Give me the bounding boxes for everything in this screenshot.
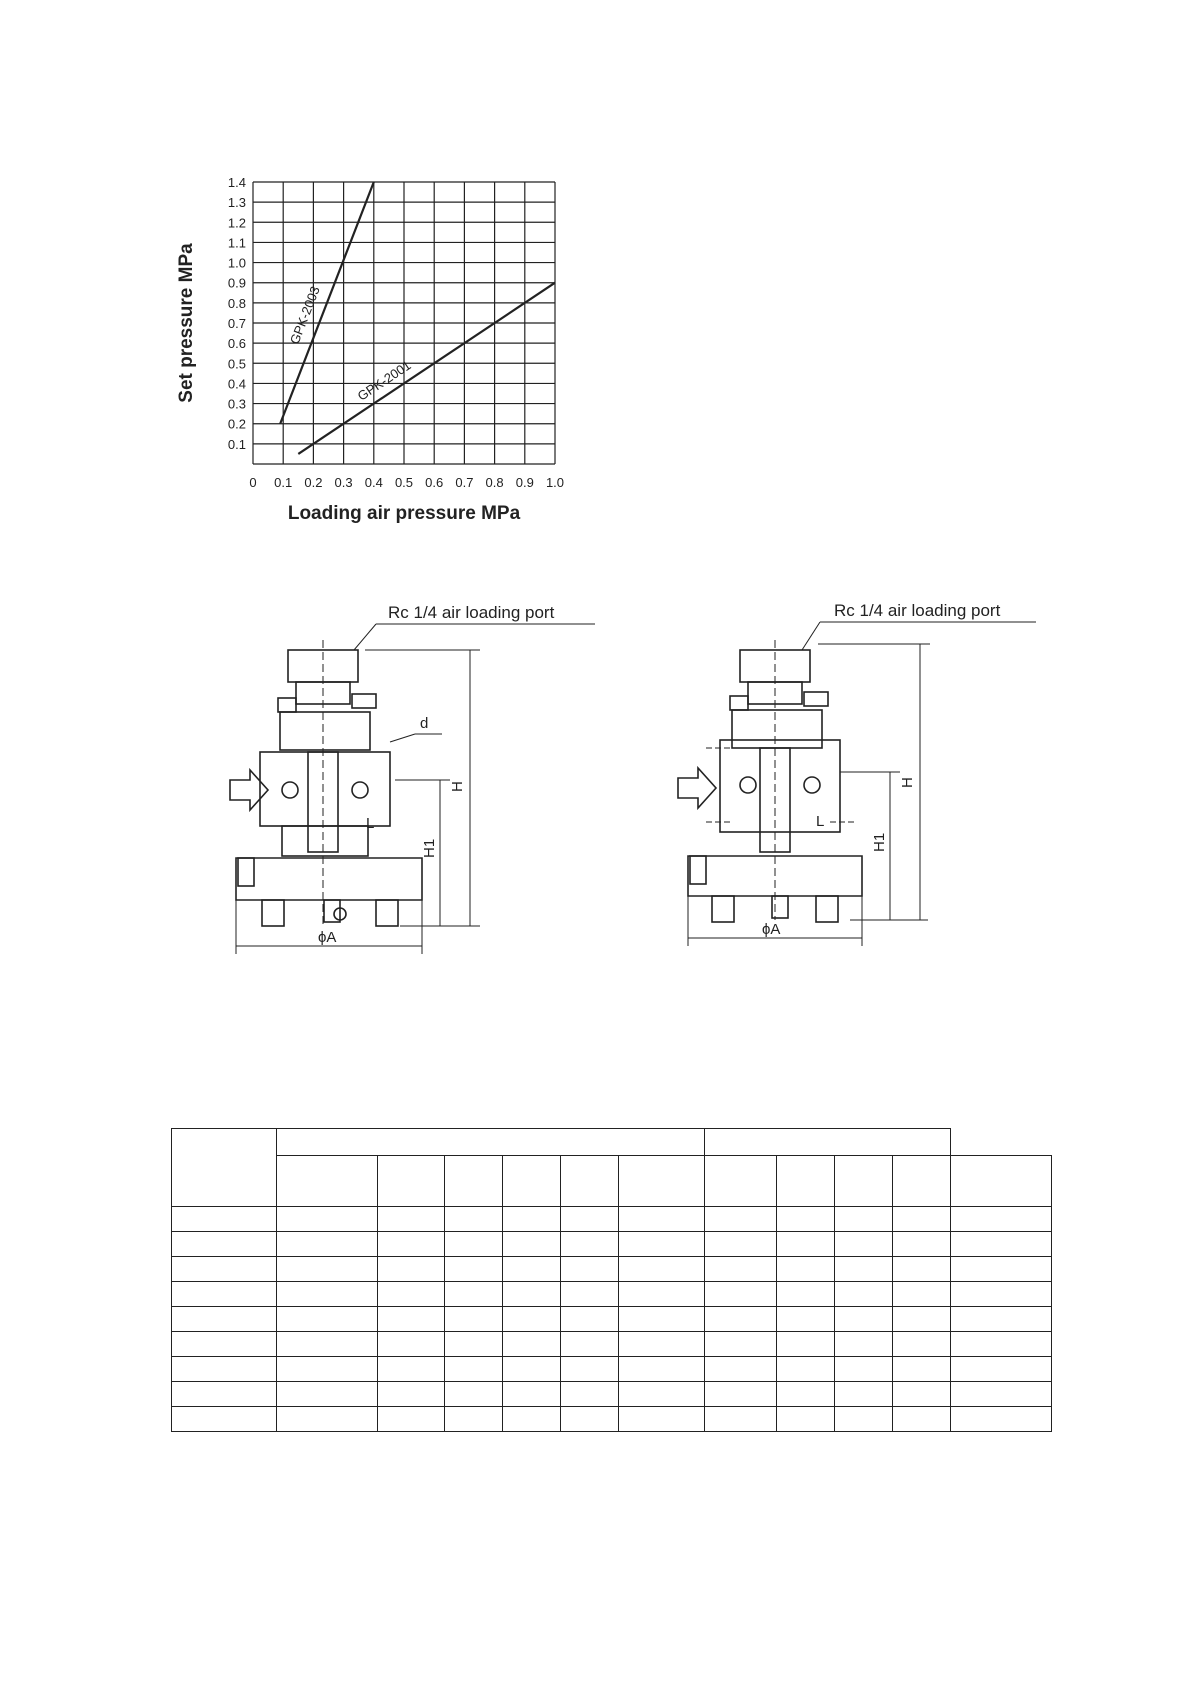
table-sub-header-cell	[893, 1156, 951, 1207]
y-tick-label: 0.7	[227, 316, 246, 331]
table-cell	[277, 1332, 378, 1357]
table-sub-header-cell	[503, 1156, 561, 1207]
table-cell	[172, 1407, 277, 1432]
table-cell	[172, 1207, 277, 1232]
right-dim-h1: H1	[871, 832, 888, 852]
table-cell	[893, 1207, 951, 1232]
table-row	[172, 1232, 1052, 1257]
table-cell	[561, 1282, 619, 1307]
right-port-label: Rc 1/4 air loading port	[834, 601, 1001, 620]
table-cell	[893, 1307, 951, 1332]
table-row	[172, 1307, 1052, 1332]
table-cell	[277, 1257, 378, 1282]
y-tick-label: 1.2	[227, 215, 246, 231]
table-cell	[619, 1382, 705, 1407]
table-cell	[619, 1232, 705, 1257]
table-cell	[503, 1407, 561, 1432]
valve-drawings	[200, 601, 1100, 990]
table-sub-header-row	[172, 1156, 1052, 1207]
y-tick-label: 0.3	[227, 396, 246, 412]
table-cell	[705, 1307, 777, 1332]
table-cell	[619, 1282, 705, 1307]
table-cell	[835, 1232, 893, 1257]
table-cell	[172, 1357, 277, 1382]
x-tick-labels	[249, 475, 564, 490]
y-tick-label: 0.6	[227, 336, 246, 352]
y-tick-label: 0.2	[227, 416, 246, 432]
pressure-chart	[160, 150, 620, 570]
table-cell	[777, 1282, 835, 1307]
table-cell	[172, 1307, 277, 1332]
table-cell	[777, 1357, 835, 1382]
table-cell	[835, 1407, 893, 1432]
x-tick-label: 0.4	[364, 475, 383, 490]
table-cell	[835, 1282, 893, 1307]
table-cell	[378, 1307, 445, 1332]
table-cell	[445, 1232, 503, 1257]
table-cell	[705, 1257, 777, 1282]
table-cell	[777, 1407, 835, 1432]
dimensions-table	[171, 1128, 1052, 1432]
table-cell	[445, 1332, 503, 1357]
table-cell	[835, 1207, 893, 1232]
y-tick-labels	[228, 175, 246, 452]
table-cell	[835, 1257, 893, 1282]
table-row	[172, 1332, 1052, 1357]
table-cell	[893, 1407, 951, 1432]
table-cell	[445, 1357, 503, 1382]
table-cell	[705, 1357, 777, 1382]
table-cell	[777, 1332, 835, 1357]
table-cell	[951, 1207, 1052, 1232]
table-cell	[951, 1257, 1052, 1282]
x-axis-title: Loading air pressure MPa	[287, 503, 521, 524]
x-tick-label: 1.0	[545, 475, 565, 490]
inlet-arrow-icon	[230, 770, 268, 810]
table-cell	[777, 1257, 835, 1282]
table-row	[172, 1382, 1052, 1407]
table-cell	[951, 1357, 1052, 1382]
table-cell	[951, 1232, 1052, 1257]
table-cell	[777, 1207, 835, 1232]
table-cell	[378, 1282, 445, 1307]
table-cell	[893, 1332, 951, 1357]
table-cell	[561, 1307, 619, 1332]
x-tick-label: 0.5	[394, 475, 414, 490]
table-cell	[561, 1357, 619, 1382]
table-cell	[503, 1357, 561, 1382]
table-row	[172, 1257, 1052, 1282]
table-cell	[503, 1332, 561, 1357]
y-tick-label: 0.8	[227, 295, 246, 311]
table-cell	[777, 1307, 835, 1332]
table-corner-cell	[172, 1129, 277, 1207]
y-tick-label: 0.1	[227, 436, 246, 452]
x-tick-label: 0.3	[334, 475, 353, 490]
table-group-header-2	[705, 1129, 951, 1156]
table-cell	[951, 1282, 1052, 1307]
table-cell	[835, 1382, 893, 1407]
table-cell	[777, 1382, 835, 1407]
table-cell	[705, 1332, 777, 1357]
left-dim-h1: H1	[421, 838, 438, 858]
table-cell	[503, 1282, 561, 1307]
table-cell	[277, 1407, 378, 1432]
table-cell	[705, 1232, 777, 1257]
table-cell	[561, 1332, 619, 1357]
table-cell	[503, 1207, 561, 1232]
table-cell	[445, 1207, 503, 1232]
table-cell	[172, 1332, 277, 1357]
table-cell	[378, 1207, 445, 1232]
x-tick-label: 0.8	[485, 475, 504, 490]
y-tick-label: 0.4	[227, 376, 246, 392]
table-cell	[705, 1382, 777, 1407]
table-cell	[951, 1382, 1052, 1407]
right-dim-l: L	[816, 813, 825, 830]
table-row	[172, 1282, 1052, 1307]
y-tick-label: 0.9	[227, 275, 246, 291]
table-cell	[893, 1357, 951, 1382]
table-cell	[835, 1307, 893, 1332]
table-cell	[705, 1407, 777, 1432]
table-cell	[378, 1357, 445, 1382]
table-cell	[277, 1382, 378, 1407]
x-tick-label: 0.9	[515, 475, 534, 490]
table-cell	[445, 1257, 503, 1282]
left-port-label: Rc 1/4 air loading port	[388, 603, 555, 622]
table-cell	[619, 1407, 705, 1432]
inlet-arrow-icon	[678, 768, 716, 808]
table-cell	[378, 1257, 445, 1282]
left-valve-drawing	[230, 624, 595, 954]
table-cell	[378, 1232, 445, 1257]
table-cell	[835, 1357, 893, 1382]
y-axis-title: Set pressure MPa	[176, 243, 197, 403]
table-sub-header-cell	[561, 1156, 619, 1207]
table-cell	[445, 1282, 503, 1307]
table-cell	[172, 1382, 277, 1407]
table-cell	[277, 1357, 378, 1382]
table-cell	[172, 1282, 277, 1307]
table-cell	[893, 1282, 951, 1307]
y-tick-label: 1.1	[227, 235, 246, 251]
table-row	[172, 1407, 1052, 1432]
table-cell	[172, 1232, 277, 1257]
x-tick-label: 0.7	[455, 475, 474, 490]
x-tick-label: 0.6	[425, 475, 444, 490]
right-dim-a: ϕA	[762, 921, 781, 938]
table-cell	[561, 1407, 619, 1432]
table-sub-header-cell	[777, 1156, 835, 1207]
table-cell	[445, 1382, 503, 1407]
table-cell	[705, 1282, 777, 1307]
table-cell	[445, 1307, 503, 1332]
table-row	[172, 1357, 1052, 1382]
table-cell	[503, 1307, 561, 1332]
table-sub-header-cell	[378, 1156, 445, 1207]
table-cell	[777, 1232, 835, 1257]
table-cell	[619, 1257, 705, 1282]
table-cell	[378, 1407, 445, 1432]
table-sub-header-cell	[835, 1156, 893, 1207]
table-cell	[893, 1232, 951, 1257]
table-cell	[277, 1307, 378, 1332]
table-cell	[951, 1332, 1052, 1357]
x-tick-label: 0.1	[274, 475, 293, 490]
x-tick-label: 0.2	[304, 475, 323, 490]
left-dim-l: L	[366, 815, 375, 832]
right-dim-h: H	[899, 777, 916, 788]
table-cell	[893, 1382, 951, 1407]
series-label: GPK-2003	[286, 284, 323, 347]
left-dim-d: d	[420, 715, 429, 732]
series-label: GPK-2001	[354, 357, 414, 404]
table-cell	[951, 1307, 1052, 1332]
table-cell	[951, 1407, 1052, 1432]
table-cell	[378, 1382, 445, 1407]
table-sub-header-cell	[277, 1156, 378, 1207]
table-sub-header-cell	[445, 1156, 503, 1207]
table-row	[172, 1207, 1052, 1232]
table-cell	[277, 1232, 378, 1257]
y-tick-label: 1.4	[227, 175, 246, 190]
table-cell	[503, 1382, 561, 1407]
table-cell	[503, 1232, 561, 1257]
table-cell	[172, 1257, 277, 1282]
table-cell	[619, 1207, 705, 1232]
table-cell	[835, 1332, 893, 1357]
right-valve-drawing	[678, 622, 1036, 946]
y-tick-label: 1.0	[227, 255, 246, 271]
table-cell	[561, 1257, 619, 1282]
table-sub-header-cell	[705, 1156, 777, 1207]
x-tick-label: 0	[249, 475, 257, 490]
table-cell	[277, 1282, 378, 1307]
table-cell	[561, 1207, 619, 1232]
table-group-header-1	[277, 1129, 705, 1156]
table-cell	[619, 1307, 705, 1332]
table-cell	[503, 1257, 561, 1282]
table-cell	[561, 1382, 619, 1407]
table-cell	[893, 1257, 951, 1282]
table-sub-header-cell	[951, 1156, 1052, 1207]
y-tick-label: 0.5	[227, 356, 246, 372]
y-tick-label: 1.3	[227, 195, 246, 211]
table-cell	[277, 1207, 378, 1232]
table-sub-header-cell	[619, 1156, 705, 1207]
table-cell	[705, 1207, 777, 1232]
table-cell	[561, 1232, 619, 1257]
table-cell	[619, 1357, 705, 1382]
table-cell	[445, 1407, 503, 1432]
table-cell	[378, 1332, 445, 1357]
table-cell	[619, 1332, 705, 1357]
series-line	[298, 283, 555, 454]
left-dim-a: ϕA	[318, 929, 337, 946]
left-dim-h: H	[449, 781, 466, 792]
